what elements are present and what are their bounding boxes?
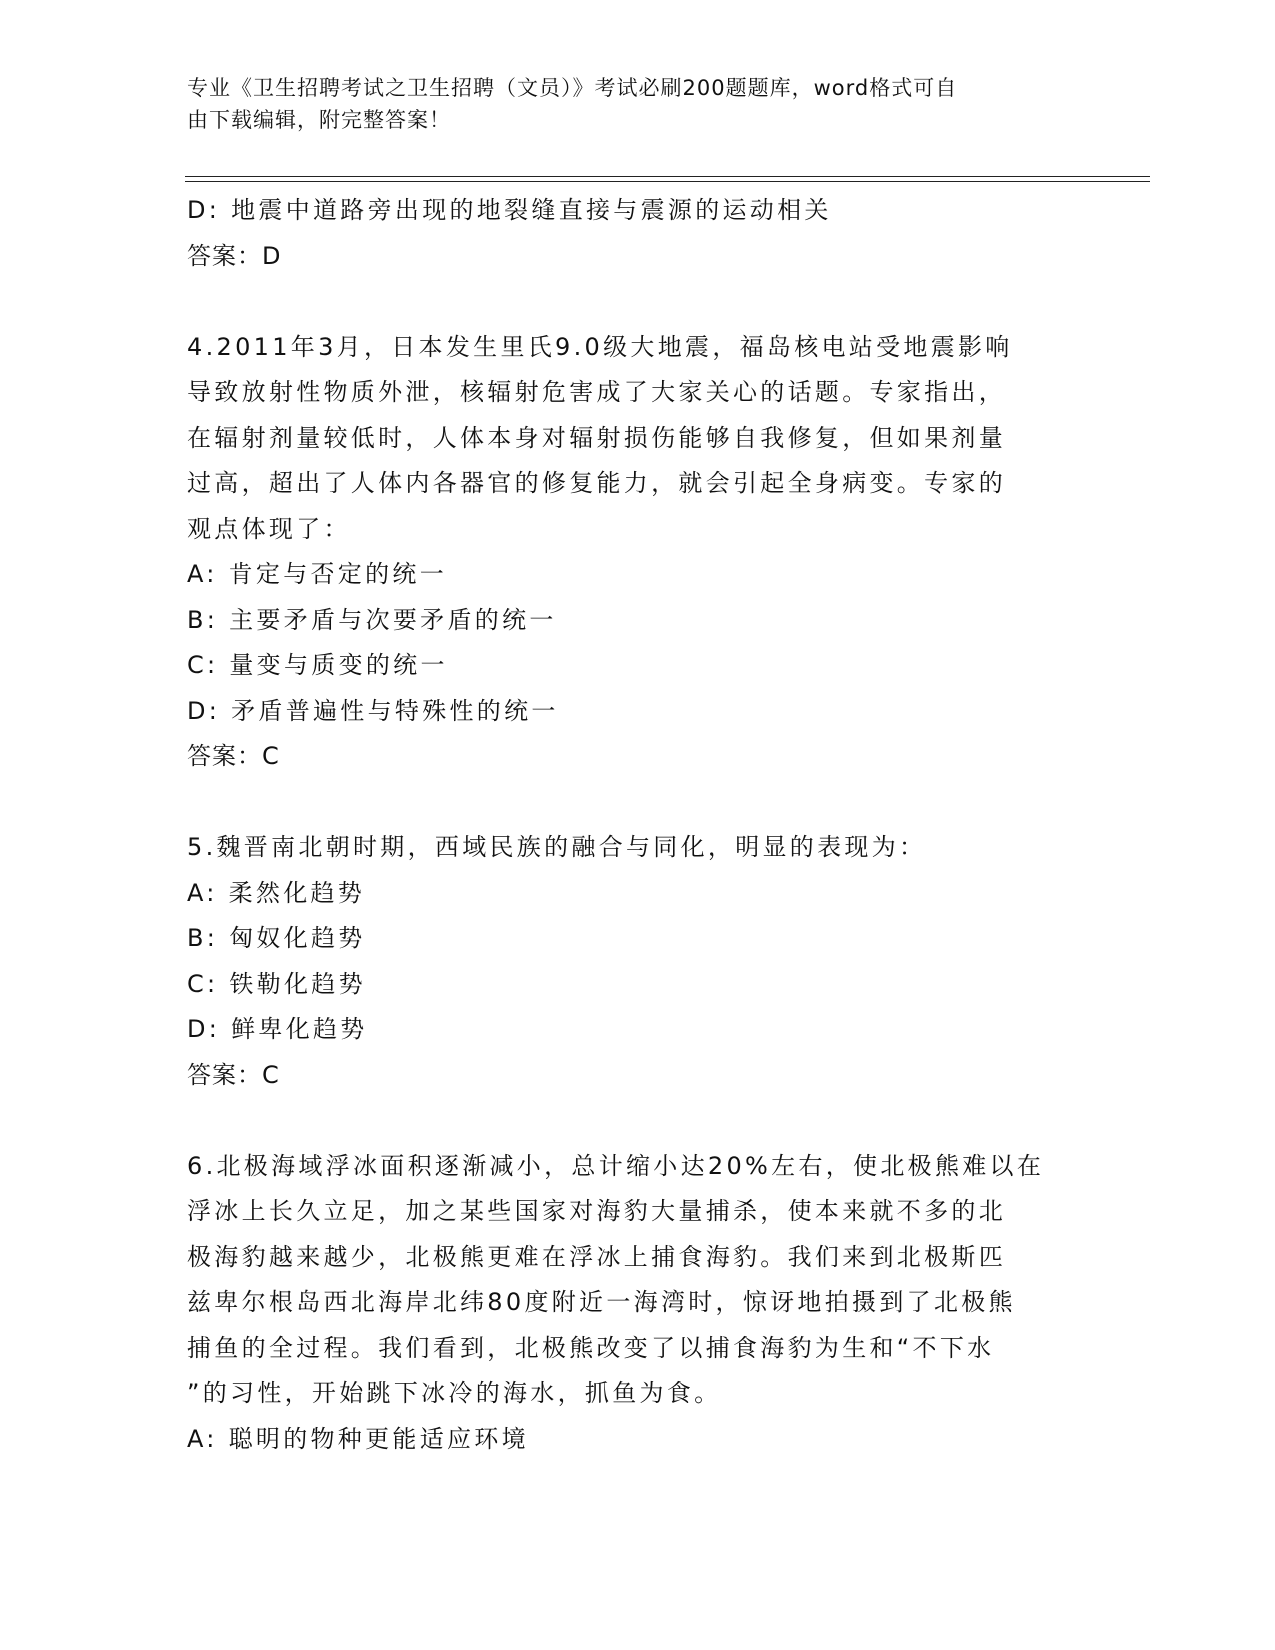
option-a: A: 聪明的物种更能适应环境 (187, 1424, 529, 1453)
option-a: A: 肯定与否定的统一 (187, 560, 448, 588)
option-b: B: 匈奴化趋势 (187, 924, 366, 952)
header-title-line: 由下载编辑，附完整答案！ (187, 108, 451, 132)
header-divider (185, 176, 1150, 177)
option-d: D: 矛盾普遍性与特殊性的统一 (187, 696, 559, 725)
question-stem-line: 4.2011年3月，日本发生里氏9.0级大地震，福岛核电站受地震影响 (187, 332, 1013, 361)
document-header (187, 72, 1067, 136)
question-stem-line: 在辐射剂量较低时，人体本身对辐射损伤能够自我修复，但如果剂量 (187, 423, 1006, 452)
option-d: D: 地震中道路旁出现的地裂缝直接与震源的运动相关 (187, 196, 832, 224)
question-stem-line: 6.北极海域浮冰面积逐渐减小，总计缩小达20%左右，使北极熊难以在 (187, 1151, 1045, 1180)
question-stem-line: ”的习性，开始跳下冰冷的海水，抓鱼为食。 (187, 1379, 722, 1407)
answer-line: 答案：C (187, 1060, 280, 1089)
question-4 (187, 325, 1077, 780)
question-5 (187, 825, 1077, 1098)
question-6 (187, 1144, 1077, 1463)
question-stem-line: 极海豹越来越少，北极熊更难在浮冰上捕食海豹。我们来到北极斯匹 (187, 1242, 1006, 1271)
question-stem-line: 过高，超出了人体内各器官的修复能力，就会引起全身病变。专家的 (187, 469, 1006, 497)
option-d: D: 鲜卑化趋势 (187, 1015, 368, 1043)
spacer (187, 780, 1077, 826)
option-b: B: 主要矛盾与次要矛盾的统一 (187, 605, 557, 634)
answer-line: 答案：D (187, 241, 282, 270)
spacer (187, 1098, 1077, 1144)
question-stem-line: 导致放射性物质外泄，核辐射危害成了大家关心的话题。专家指出， (187, 378, 1006, 406)
option-c: C: 量变与质变的统一 (187, 651, 448, 679)
question-stem-line: 浮冰上长久立足，加之某些国家对海豹大量捕杀，使本来就不多的北 (187, 1197, 1006, 1225)
question-stem-line: 5.魏晋南北朝时期，西域民族的融合与同化，明显的表现为： (187, 833, 927, 861)
question-stem-line: 捕鱼的全过程。我们看到，北极熊改变了以捕食海豹为生和“不下水 (187, 1333, 995, 1362)
question-stem-line: 兹卑尔根岛西北海岸北纬80度附近一海湾时，惊讶地拍摄到了北极熊 (187, 1288, 1016, 1316)
question-stem-line: 观点体现了： (187, 514, 351, 543)
option-c: C: 铁勒化趋势 (187, 969, 366, 998)
header-divider (185, 181, 1150, 182)
spacer (187, 279, 1077, 325)
answer-line: 答案：C (187, 742, 280, 770)
option-a: A: 柔然化趋势 (187, 878, 366, 907)
header-title-line: 专业《卫生招聘考试之卫生招聘（文员）》考试必刷200题题库，word格式可自 (187, 76, 958, 100)
question-content (187, 188, 1077, 1462)
